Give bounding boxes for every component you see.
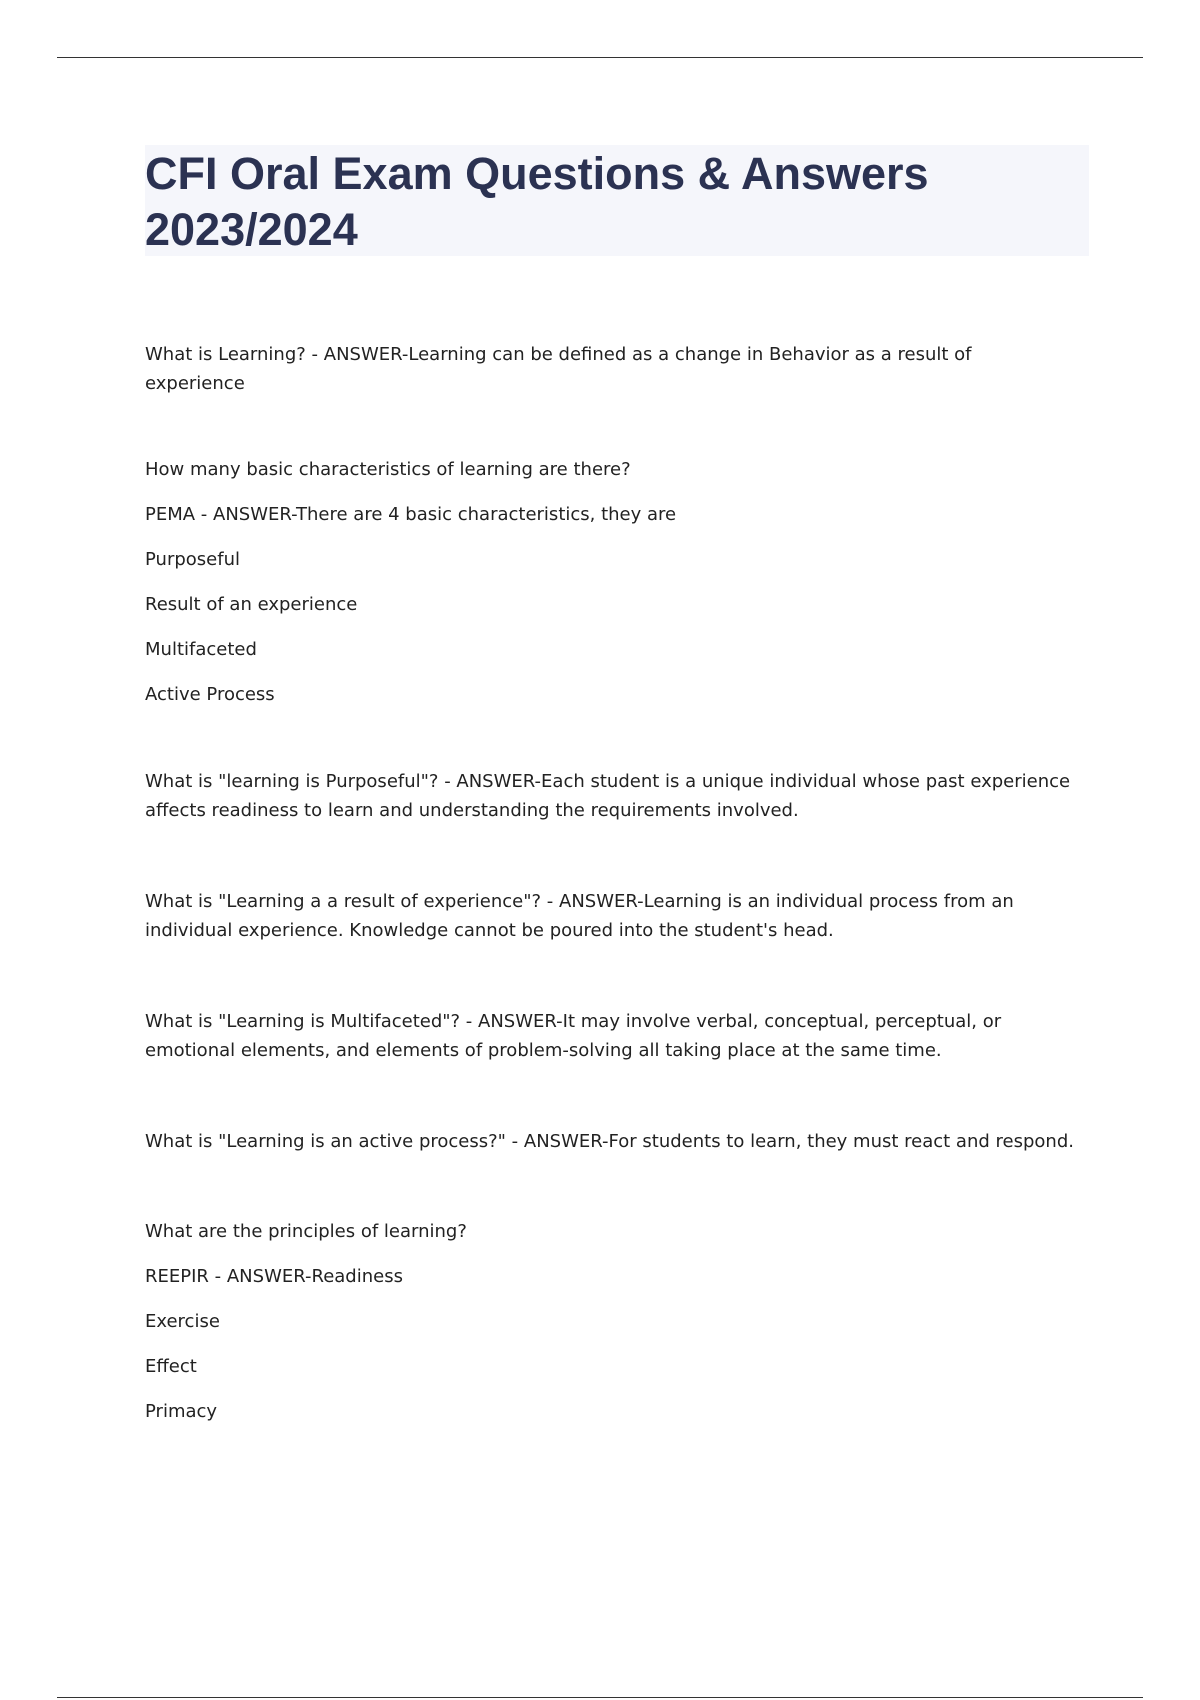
list-item: Result of an experience: [145, 594, 358, 615]
list-item: Primacy: [145, 1401, 218, 1422]
qa-result-of-experience: What is "Learning a a result of experience"? - ANSWER-Learning is an individual process from an individual experience. Knowledge cannot be poured into the student's head.: [145, 891, 1014, 941]
list-item: Effect: [145, 1356, 197, 1377]
list-item: Multifaceted: [145, 639, 257, 660]
qa-multifaceted: What is "Learning is Multifaceted"? - ANSWER-It may involve verbal, conceptual, perceptual, or emotional elements, and elements of problem-solving all taking place at the same time.: [145, 1011, 1002, 1061]
top-rule: [57, 57, 1143, 58]
bottom-rule: [57, 1697, 1143, 1698]
qa-purposeful: What is "learning is Purposeful"? - ANSWER-Each student is a unique individual whose past experience affects readiness to learn and understanding the requirements involved.: [145, 771, 1071, 821]
qa-learning: What is Learning? - ANSWER-Learning can be defined as a change in Behavior as a result of experience: [145, 344, 972, 394]
title-block: [145, 145, 1089, 256]
answer-principles: REEPIR - ANSWER-Readiness: [145, 1266, 403, 1287]
list-item: Purposeful: [145, 549, 240, 570]
document-title: CFI Oral Exam Questions & Answers 2023/2024: [145, 148, 929, 255]
qa-active-process: What is "Learning is an active process?" - ANSWER-For students to learn, they must react and respond.: [145, 1131, 1074, 1152]
answer-characteristics: PEMA - ANSWER-There are 4 basic characteristics, they are: [145, 504, 677, 525]
question-characteristics: How many basic characteristics of learning are there?: [145, 459, 631, 480]
list-item: Active Process: [145, 684, 275, 705]
list-item: Exercise: [145, 1311, 220, 1332]
qa-content: [145, 340, 1075, 1426]
question-principles: What are the principles of learning?: [145, 1221, 467, 1242]
